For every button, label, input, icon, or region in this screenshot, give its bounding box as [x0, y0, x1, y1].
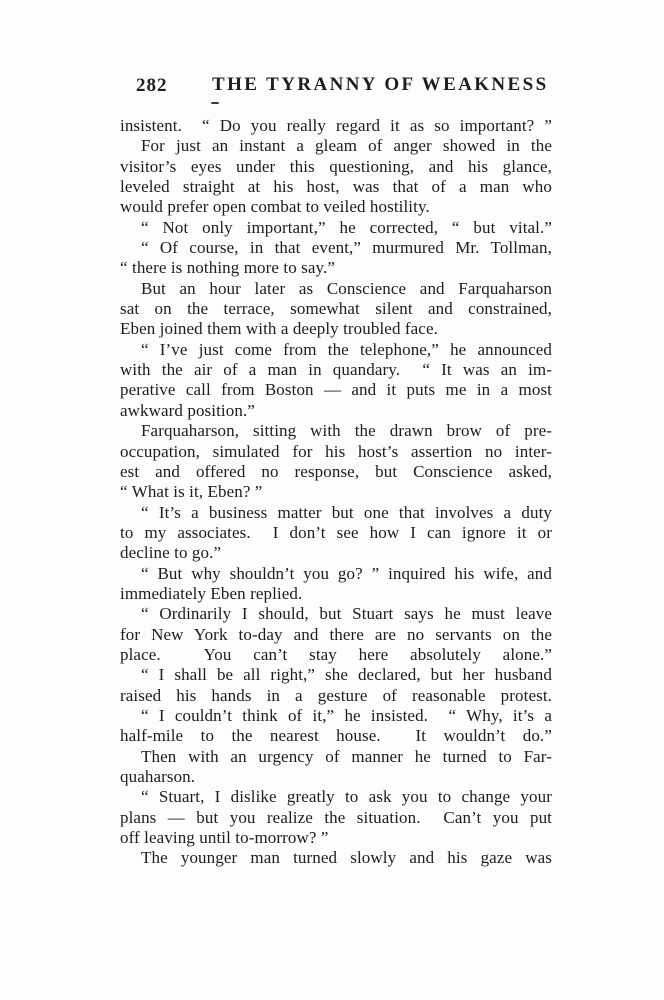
- page-text: [120, 116, 552, 869]
- text-line: “ But why shouldn’t you go? ” inquired his wife, and: [141, 563, 552, 583]
- text-line: “ Ordinarily I should, but Stuart says he must leave: [141, 604, 552, 624]
- text-line: plans — but you realize the situation. Can’t you put: [120, 807, 552, 827]
- text-line: insistent. “ Do you really regard it as so important? ”: [120, 116, 552, 135]
- text-line: occupation, simulated for his host’s assertion no inter-: [120, 441, 552, 461]
- page-header: [120, 74, 552, 98]
- text-line: quaharson.: [120, 767, 196, 786]
- text-line: For just an instant a gleam of anger showed in the: [141, 136, 552, 156]
- text-line: off leaving until to-morrow? ”: [120, 828, 329, 848]
- text-line: half-mile to the nearest house. It wouldn’t do.”: [120, 726, 552, 746]
- text-line: The younger man turned slowly and his gaze was: [141, 848, 552, 868]
- text-line: “ What is it, Eben? ”: [120, 482, 263, 502]
- text-line: Eben joined them with a deeply troubled face.: [120, 319, 438, 339]
- text-line: awkward position.”: [120, 400, 255, 420]
- text-line: would prefer open combat to veiled hostility.: [120, 197, 430, 217]
- text-line: sat on the terrace, somewhat silent and constrained,: [120, 299, 552, 319]
- text-line: “ It’s a business matter but one that involves a duty: [141, 502, 552, 522]
- text-line: Then with an urgency of manner he turned to Far-: [141, 746, 552, 766]
- text-line: place. You can’t stay here absolutely alone.”: [120, 644, 552, 664]
- running-title: THE TYRANNY OF WEAKNESS: [212, 74, 549, 95]
- page-number: 282: [136, 75, 168, 96]
- text-line: immediately Eben replied.: [120, 583, 303, 603]
- ink-mark: [211, 102, 219, 104]
- text-line: leveled straight at his host, was that of a man who: [120, 177, 552, 197]
- text-line: “ I shall be all right,” she declared, but her husband: [141, 665, 552, 685]
- text-line: decline to go.”: [120, 543, 222, 563]
- text-line: “ there is nothing more to say.”: [120, 258, 336, 278]
- text-line: with the air of a man in quandary. “ It was an im-: [120, 360, 552, 380]
- text-line: perative call from Boston — and it puts me in a most: [120, 380, 552, 400]
- text-line: for New York to-day and there are no servants on the: [120, 624, 552, 644]
- text-line: Farquaharson, sitting with the drawn brow of pre-: [141, 421, 552, 441]
- text-line: “ Stuart, I dislike greatly to ask you to change your: [141, 787, 552, 807]
- text-line: “ I’ve just come from the telephone,” he announced: [141, 339, 552, 359]
- text-line: But an hour later as Conscience and Farquaharson: [141, 278, 552, 298]
- text-line: “ I couldn’t think of it,” he insisted. “ Why, it’s a: [141, 705, 552, 725]
- text-line: raised his hands in a gesture of reasonable protest.: [120, 685, 552, 705]
- text-line: “ Of course, in that event,” murmured Mr. Tollman,: [141, 238, 552, 258]
- text-line: est and offered no response, but Conscience asked,: [120, 461, 552, 481]
- text-line: “ Not only important,” he corrected, “ but vital.”: [141, 217, 552, 237]
- text-line: to my associates. I don’t see how I can ignore it or: [120, 522, 552, 542]
- text-line: visitor’s eyes under this questioning, and his glance,: [120, 156, 552, 176]
